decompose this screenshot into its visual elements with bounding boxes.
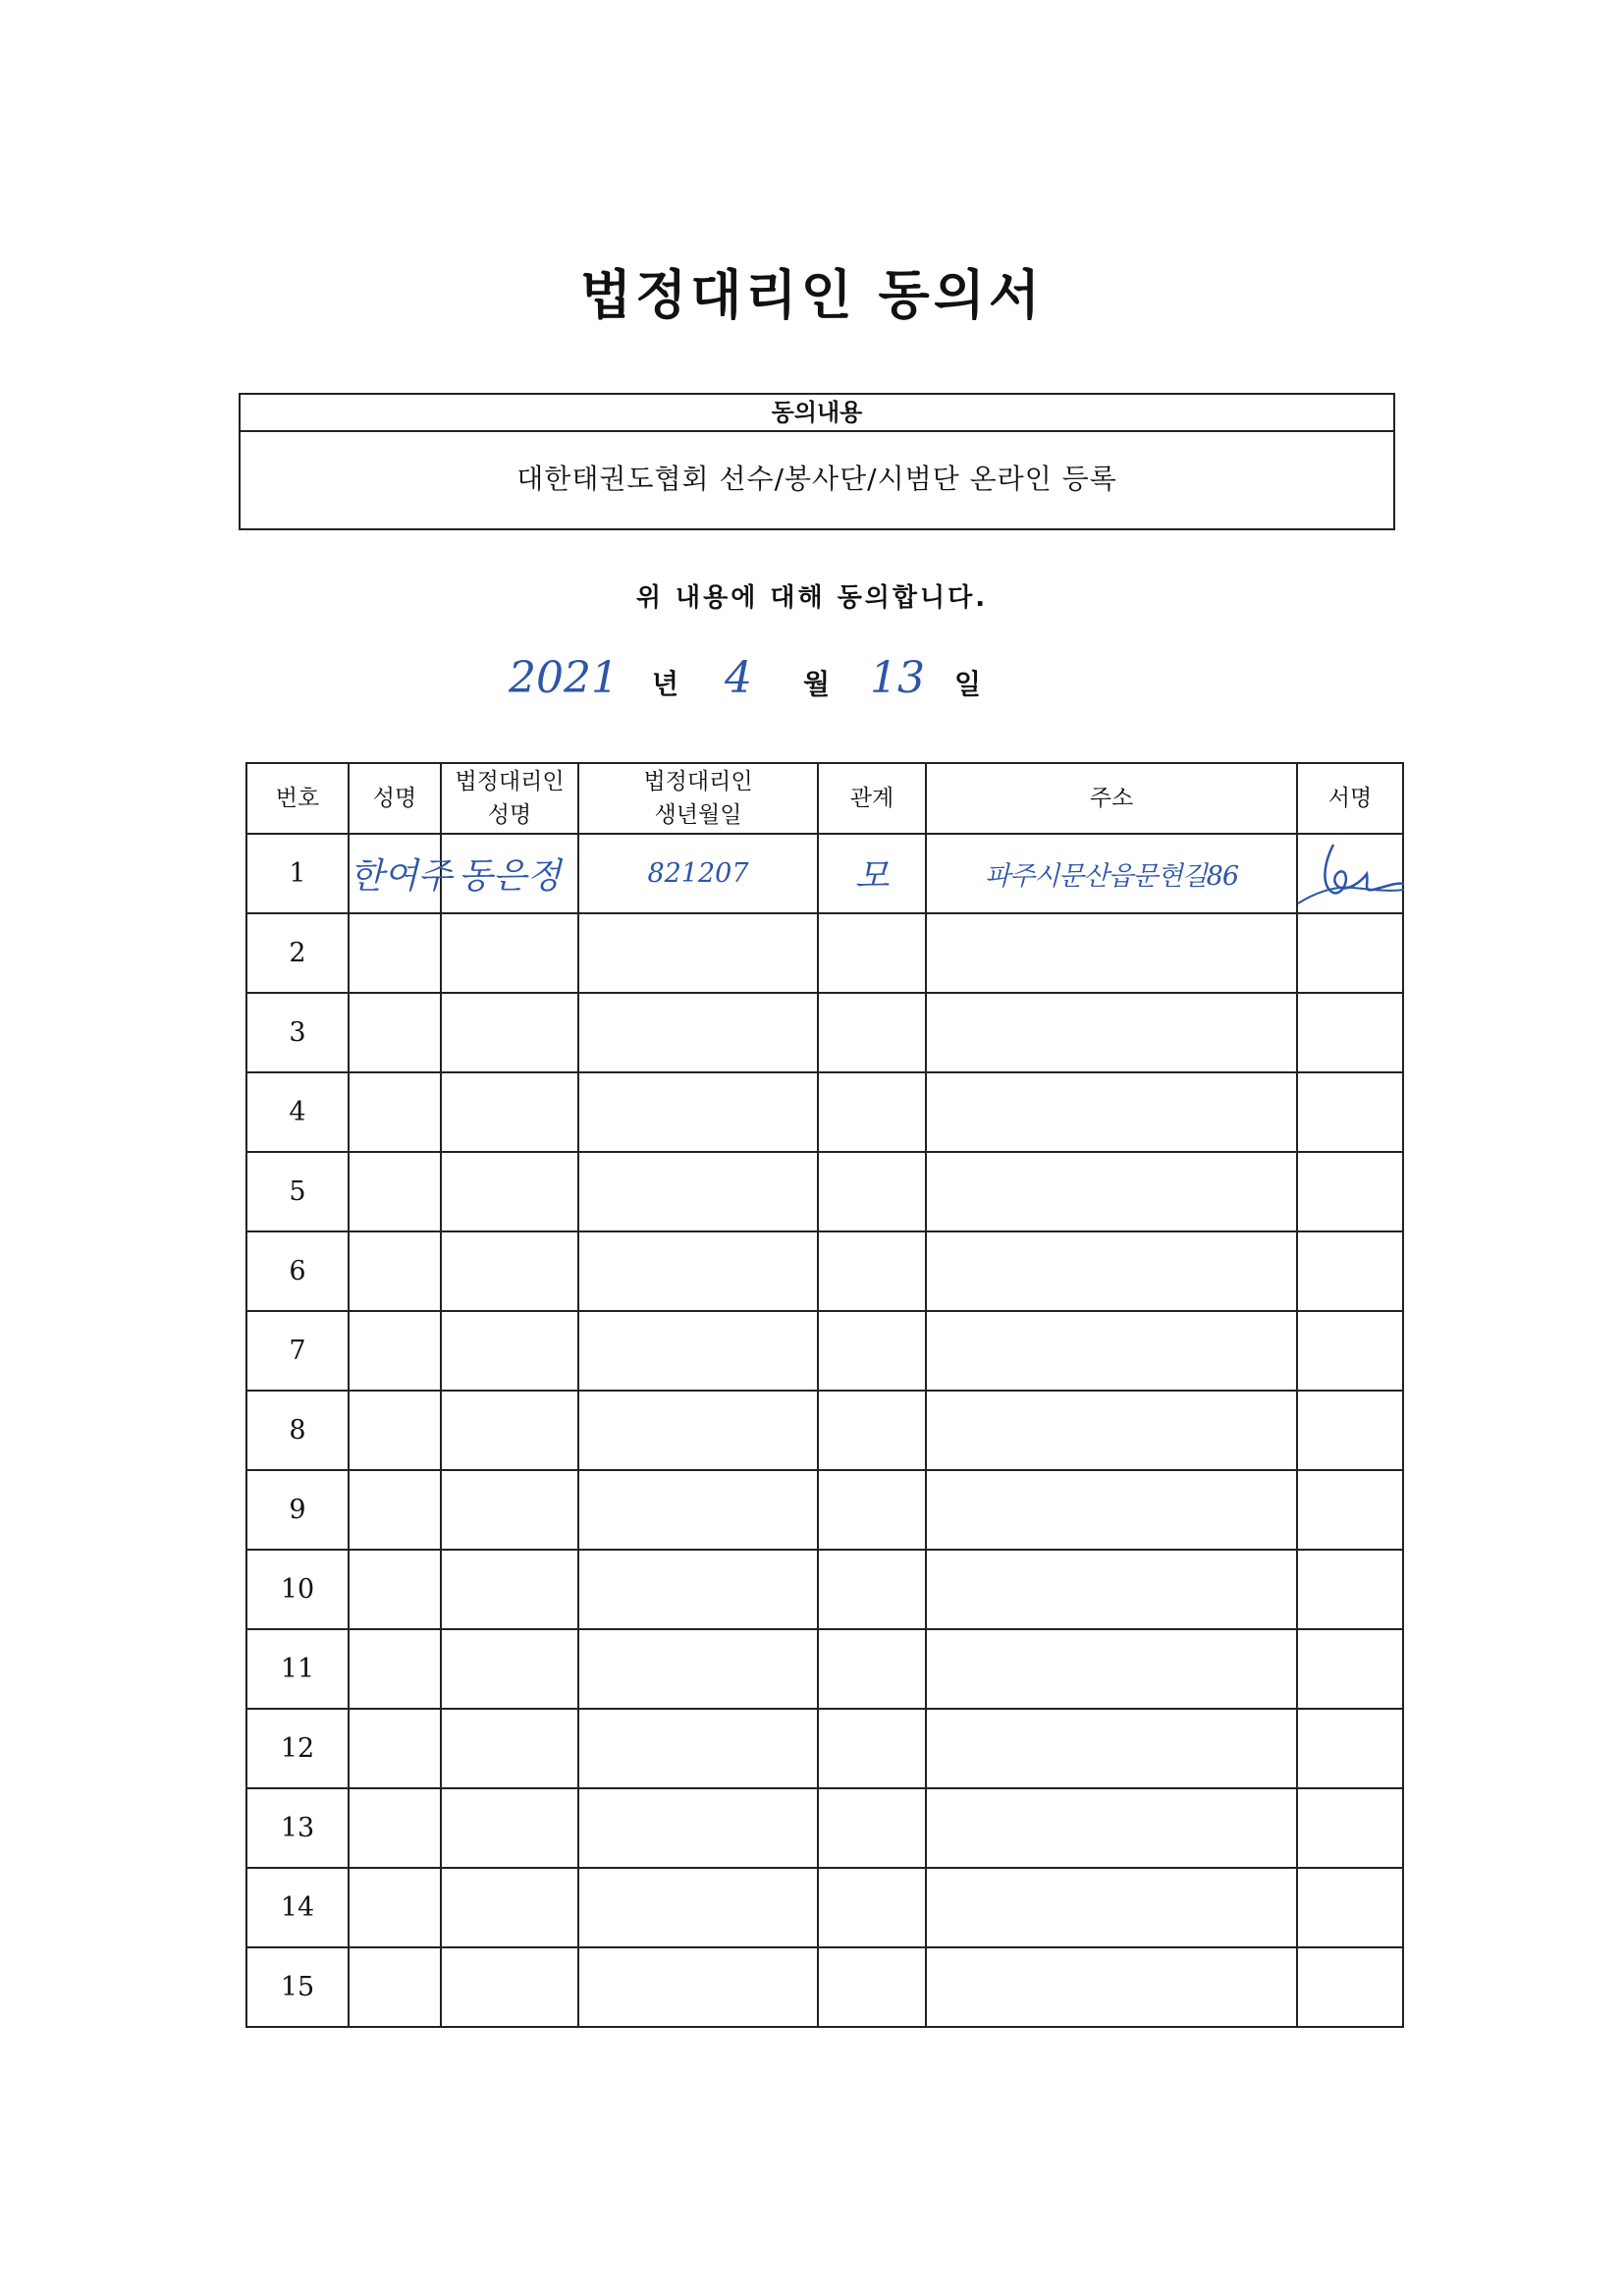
date-row xyxy=(0,653,1624,722)
rep-name-cell[interactable] xyxy=(441,1072,578,1152)
signature xyxy=(1298,835,1402,912)
date-day-label: 일 xyxy=(954,668,982,700)
header-rep-birth-line2: 생년월일 xyxy=(654,802,742,828)
relation-cell[interactable] xyxy=(818,1231,926,1311)
relation-cell[interactable] xyxy=(818,1072,926,1152)
table-row xyxy=(246,1788,1403,1868)
header-rep-name-line1: 법정대리인 xyxy=(455,769,565,794)
header-rep-birth-line1: 법정대리인 xyxy=(643,769,753,794)
row-number: 5 xyxy=(246,1152,349,1231)
signature-cell[interactable] xyxy=(1297,1311,1403,1391)
name-cell[interactable] xyxy=(349,1868,441,1947)
signature-cell[interactable] xyxy=(1297,1072,1403,1152)
row-number: 6 xyxy=(246,1231,349,1311)
header-signature: 서명 xyxy=(1297,763,1403,834)
rep-name-cell[interactable] xyxy=(441,1391,578,1470)
consent-box xyxy=(239,393,1395,530)
address-cell[interactable] xyxy=(926,1231,1297,1311)
address-cell[interactable] xyxy=(926,1152,1297,1231)
rep-birth-cell[interactable] xyxy=(578,1152,818,1231)
relation-cell[interactable] xyxy=(818,1470,926,1550)
row-number: 8 xyxy=(246,1391,349,1470)
signature-cell[interactable] xyxy=(1297,1231,1403,1311)
signature-cell[interactable] xyxy=(1297,1391,1403,1470)
relation-cell[interactable] xyxy=(818,1788,926,1868)
address-cell[interactable]: 파주시문산읍문현길86 xyxy=(926,834,1297,913)
rep-birth-cell[interactable] xyxy=(578,1947,818,2027)
address-cell[interactable] xyxy=(926,1709,1297,1788)
table-row xyxy=(246,913,1403,993)
table-row xyxy=(246,993,1403,1072)
row-number: 11 xyxy=(246,1629,349,1709)
row-number: 12 xyxy=(246,1709,349,1788)
signature-cell[interactable] xyxy=(1297,834,1403,913)
date-day[interactable]: 13 xyxy=(870,653,925,703)
relation-cell[interactable] xyxy=(818,1550,926,1629)
rep-birth-cell[interactable] xyxy=(578,1868,818,1947)
consent-body: 대한태권도협회 선수/봉사단/시범단 온라인 등록 xyxy=(516,463,1117,495)
name-cell[interactable] xyxy=(349,1709,441,1788)
relation-cell[interactable] xyxy=(818,1391,926,1470)
address-cell[interactable] xyxy=(926,1391,1297,1470)
header-name: 성명 xyxy=(349,763,441,834)
signature-cell[interactable] xyxy=(1297,1152,1403,1231)
relation-cell[interactable] xyxy=(818,1947,926,2027)
rep-name-cell[interactable] xyxy=(441,993,578,1072)
address-cell[interactable] xyxy=(926,913,1297,993)
relation-cell[interactable] xyxy=(818,913,926,993)
address-cell[interactable] xyxy=(926,1947,1297,2027)
address-cell[interactable] xyxy=(926,1311,1297,1391)
address-cell[interactable] xyxy=(926,1550,1297,1629)
relation-cell[interactable] xyxy=(818,1629,926,1709)
rep-name-cell[interactable] xyxy=(441,1152,578,1231)
table-row xyxy=(246,1072,1403,1152)
rep-birth-cell[interactable] xyxy=(578,1550,818,1629)
table-row xyxy=(246,1629,1403,1709)
header-no: 번호 xyxy=(246,763,349,834)
row-number: 15 xyxy=(246,1947,349,2027)
signature-cell[interactable] xyxy=(1297,1947,1403,2027)
name-cell[interactable] xyxy=(349,1788,441,1868)
rep-birth-cell[interactable] xyxy=(578,1391,818,1470)
rep-birth-cell[interactable] xyxy=(578,1709,818,1788)
signature-scribble xyxy=(1294,835,1404,912)
signature-cell[interactable] xyxy=(1297,1550,1403,1629)
row-number: 2 xyxy=(246,913,349,993)
table-row xyxy=(246,1470,1403,1550)
rep-birth-cell[interactable] xyxy=(578,1311,818,1391)
signature-cell[interactable] xyxy=(1297,1709,1403,1788)
date-month[interactable]: 4 xyxy=(725,653,752,703)
table-row xyxy=(246,1391,1403,1470)
name-cell[interactable] xyxy=(349,1311,441,1391)
name-cell[interactable] xyxy=(349,1629,441,1709)
address-cell[interactable] xyxy=(926,1470,1297,1550)
table-row xyxy=(246,834,1403,913)
row-number: 1 xyxy=(246,834,349,913)
rep-name-cell[interactable] xyxy=(441,1947,578,2027)
row-number: 3 xyxy=(246,993,349,1072)
name-cell[interactable] xyxy=(349,993,441,1072)
name-cell[interactable] xyxy=(349,1072,441,1152)
date-year[interactable]: 2021 xyxy=(509,653,619,703)
name-cell[interactable] xyxy=(349,1947,441,2027)
rep-birth-cell[interactable] xyxy=(578,1788,818,1868)
header-relation: 관계 xyxy=(818,763,926,834)
rep-name-cell[interactable] xyxy=(441,1311,578,1391)
rep-birth-cell[interactable] xyxy=(578,1072,818,1152)
relation-cell[interactable] xyxy=(818,1311,926,1391)
name-cell[interactable] xyxy=(349,1152,441,1231)
relation-cell[interactable]: 모 xyxy=(818,834,926,913)
consent-header: 동의내용 xyxy=(241,395,1393,432)
registration-table xyxy=(245,762,1404,2028)
rep-name-cell[interactable] xyxy=(441,913,578,993)
header-rep-name xyxy=(441,763,578,834)
rep-name-cell[interactable] xyxy=(441,1788,578,1868)
rep-name-cell[interactable] xyxy=(441,1231,578,1311)
row-number: 14 xyxy=(246,1868,349,1947)
rep-name-cell[interactable] xyxy=(441,1550,578,1629)
table-row xyxy=(246,1709,1403,1788)
rep-birth-cell[interactable] xyxy=(578,993,818,1072)
header-rep-birth xyxy=(578,763,818,834)
row-number: 4 xyxy=(246,1072,349,1152)
address-cell[interactable] xyxy=(926,1788,1297,1868)
date-month-label: 월 xyxy=(803,668,831,700)
rep-birth-cell[interactable] xyxy=(578,1470,818,1550)
date-year-label: 년 xyxy=(652,668,679,700)
name-cell[interactable] xyxy=(349,1470,441,1550)
row-number: 10 xyxy=(246,1550,349,1629)
name-cell[interactable] xyxy=(349,1391,441,1470)
header-rep-name-line2: 성명 xyxy=(487,802,532,828)
rep-birth-cell[interactable]: 821207 xyxy=(578,834,818,913)
rep-birth-cell[interactable] xyxy=(578,1629,818,1709)
rep-name-cell[interactable] xyxy=(441,1470,578,1550)
signature-cell[interactable] xyxy=(1297,913,1403,993)
table-row xyxy=(246,1231,1403,1311)
address-cell[interactable] xyxy=(926,1629,1297,1709)
table-header-row xyxy=(246,763,1403,834)
rep-birth-cell[interactable] xyxy=(578,1231,818,1311)
relation-cell[interactable] xyxy=(818,1709,926,1788)
table-row xyxy=(246,1311,1403,1391)
document-title: 법정대리인 동의서 xyxy=(579,264,1045,326)
rep-birth-cell[interactable] xyxy=(578,913,818,993)
name-cell[interactable] xyxy=(349,913,441,993)
rep-name-cell[interactable] xyxy=(441,1629,578,1709)
agreement-statement: 위 내용에 대해 동의합니다. xyxy=(635,583,989,613)
table-row xyxy=(246,1152,1403,1231)
table-row xyxy=(246,1550,1403,1629)
signature-cell[interactable] xyxy=(1297,1629,1403,1709)
rep-name-cell[interactable]: 동은정 xyxy=(441,834,578,913)
header-address: 주소 xyxy=(926,763,1297,834)
table-row xyxy=(246,1868,1403,1947)
name-cell[interactable] xyxy=(349,1231,441,1311)
address-cell[interactable] xyxy=(926,1868,1297,1947)
table-row xyxy=(246,1947,1403,2027)
row-number: 9 xyxy=(246,1470,349,1550)
name-cell[interactable] xyxy=(349,1550,441,1629)
relation-cell[interactable] xyxy=(818,1152,926,1231)
rep-name-cell[interactable] xyxy=(441,1709,578,1788)
relation-cell[interactable] xyxy=(818,1868,926,1947)
signature-cell[interactable] xyxy=(1297,1788,1403,1868)
name-cell[interactable]: 한여주 xyxy=(349,834,441,913)
row-number: 13 xyxy=(246,1788,349,1868)
signature-cell[interactable] xyxy=(1297,1470,1403,1550)
signature-cell[interactable] xyxy=(1297,993,1403,1072)
address-cell[interactable] xyxy=(926,993,1297,1072)
signature-cell[interactable] xyxy=(1297,1868,1403,1947)
row-number: 7 xyxy=(246,1311,349,1391)
relation-cell[interactable] xyxy=(818,993,926,1072)
address-cell[interactable] xyxy=(926,1072,1297,1152)
rep-name-cell[interactable] xyxy=(441,1868,578,1947)
